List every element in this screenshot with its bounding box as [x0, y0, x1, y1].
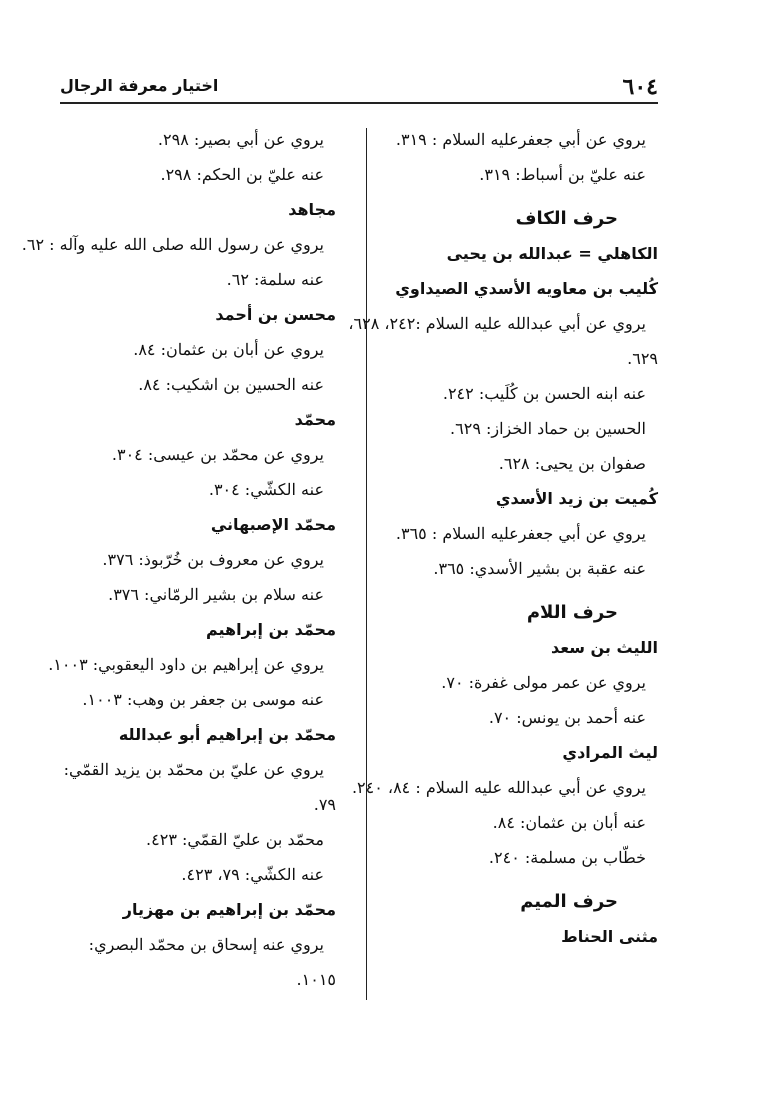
narrator-name: الليث بن سعد: [550, 638, 658, 657]
narrator-name: الكاهلي = عبدالله بن يحيى: [446, 244, 658, 263]
narrator-name: محمّد بن إبراهيم بن مهزيار: [122, 900, 336, 919]
continuation-line: ٧٩.: [313, 795, 336, 814]
narration-entry: الحسين بن حماد الخزاز: ٦٢٩.: [450, 419, 646, 438]
narrator-name: مثنى الحناط: [561, 927, 658, 946]
page-number: ٦٠٤: [622, 74, 658, 100]
narration-entry: يروي عن أبي جعفرعليه السلام : ٣٦٥.: [395, 524, 646, 543]
narrator-name: كُميت بن زيد الأسدي: [495, 489, 658, 508]
narrator-name: محمّد: [294, 410, 336, 429]
narration-entry: عنه الكشّي: ٣٠٤.: [208, 480, 324, 499]
narration-entry: يروي عن أبي عبدالله عليه السلام :٢٤٢، ٦٢٨،: [348, 314, 646, 333]
narration-entry: عنه عقبة بن بشير الأسدي: ٣٦٥.: [433, 559, 646, 578]
section-heading: حرف الميم: [520, 891, 618, 912]
narration-entry: خطّاب بن مسلمة: ٢٤٠.: [488, 848, 646, 867]
narration-entry: محمّد بن عليّ القمّي: ٤٢٣.: [146, 830, 324, 849]
section-heading: حرف الكاف: [515, 208, 618, 229]
narrator-name: محسن بن أحمد: [215, 305, 336, 324]
continuation-line: ١٠١٥.: [296, 970, 336, 989]
narration-entry: يروي عن عليّ بن محمّد بن يزيد القمّي:: [63, 760, 324, 779]
narrator-name: محمّد بن إبراهيم أبو عبدالله: [118, 725, 336, 744]
narration-entry: عنه سلام بن بشير الرمّاني: ٣٧٦.: [108, 585, 324, 604]
narrator-name: محمّد بن إبراهيم: [205, 620, 336, 639]
left-column: [21, 130, 336, 1005]
narration-entry: يروي عن إبراهيم بن داود اليعقوبي: ١٠٠٣.: [48, 655, 324, 674]
narration-entry: يروي عن أبي جعفرعليه السلام : ٣١٩.: [395, 130, 646, 149]
narration-entry: عنه سلمة: ٦٢.: [226, 270, 324, 289]
narrator-name: كُليب بن معاويه الأسدي الصيداوي: [395, 279, 658, 298]
column-divider: [366, 128, 367, 1000]
narration-entry: يروي عن أبي بصير: ٢٩٨.: [157, 130, 324, 149]
narrator-name: محمّد الإصبهاني: [210, 515, 336, 534]
narration-entry: عنه ابنه الحسن بن كُلَيب: ٢٤٢.: [442, 384, 646, 403]
narration-entry: يروي عن أبي عبدالله عليه السلام : ٨٤، ٢٤٠.: [351, 778, 646, 797]
continuation-line: ٦٢٩.: [627, 349, 658, 368]
narrator-name: ليث المرادي: [562, 743, 658, 762]
narration-entry: عنه الحسين بن اشكيب: ٨٤.: [138, 375, 324, 394]
narration-entry: عنه عليّ بن الحكم: ٢٩٨.: [160, 165, 324, 184]
narration-entry: صفوان بن يحيى: ٦٢٨.: [498, 454, 646, 473]
section-heading: حرف اللام: [526, 602, 618, 623]
page-header: [60, 64, 658, 104]
narration-entry: عنه عليّ بن أسباط: ٣١٩.: [479, 165, 646, 184]
narration-entry: يروي عن عمر مولى غفرة: ٧٠.: [441, 673, 646, 692]
narration-entry: عنه موسى بن جعفر بن وهب: ١٠٠٣.: [82, 690, 324, 709]
right-column: [348, 130, 658, 962]
narration-entry: يروي عن معروف بن خُرّبوذ: ٣٧٦.: [102, 550, 324, 569]
narration-entry: يروي عن أبان بن عثمان: ٨٤.: [133, 340, 324, 359]
running-title: اختيار معرفة الرجال: [60, 76, 219, 95]
narration-entry: يروي عن محمّد بن عيسى: ٣٠٤.: [111, 445, 324, 464]
narration-entry: يروي عن رسول الله صلى الله عليه وآله : ٦٢.: [21, 235, 324, 254]
narration-entry: عنه أحمد بن يونس: ٧٠.: [488, 708, 646, 727]
narration-entry: عنه الكشّي: ٧٩، ٤٢٣.: [181, 865, 324, 884]
header-rule: [60, 102, 658, 104]
narration-entry: يروي عنه إسحاق بن محمّد البصري:: [88, 935, 324, 954]
narration-entry: عنه أبان بن عثمان: ٨٤.: [492, 813, 646, 832]
narrator-name: مجاهد: [288, 200, 336, 219]
